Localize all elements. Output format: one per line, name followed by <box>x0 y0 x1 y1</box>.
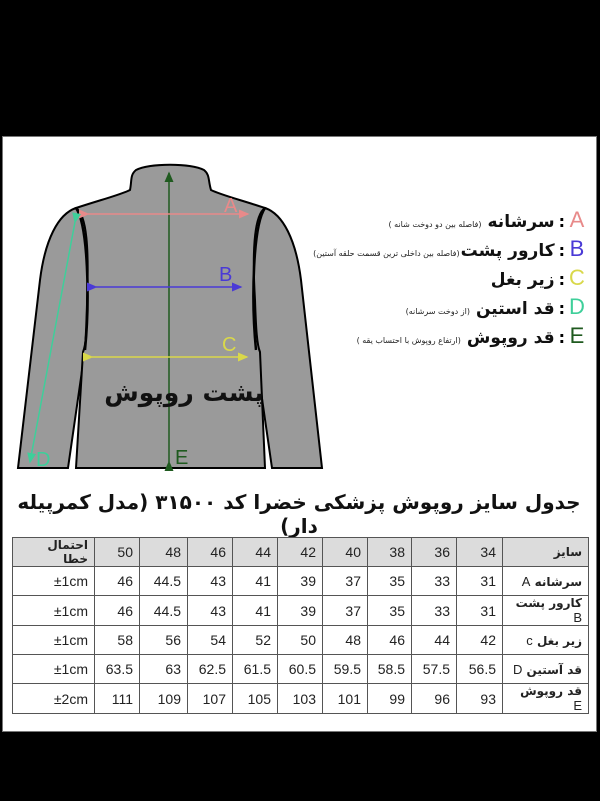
value-cell: 63.5 <box>95 655 140 684</box>
label-A: A <box>224 195 238 217</box>
row-label-code: B <box>573 610 582 625</box>
value-cell: 37 <box>323 596 368 626</box>
value-cell: 46 <box>368 626 412 655</box>
header-tolerance: احتمال خطا <box>13 538 95 567</box>
legend-colon: : <box>558 212 565 231</box>
value-cell: 105 <box>233 684 278 714</box>
legend-letter: E <box>569 323 585 348</box>
value-cell: 103 <box>278 684 323 714</box>
value-cell: 31 <box>457 567 503 596</box>
header-size: 36 <box>412 538 457 567</box>
row-label-name: قد آستین <box>526 662 582 677</box>
row-label <box>503 626 589 655</box>
legend-name: زیر بغل <box>490 270 555 290</box>
size-table <box>12 537 589 714</box>
header-size: 46 <box>188 538 233 567</box>
value-cell: 39 <box>278 596 323 626</box>
header-size: 38 <box>368 538 412 567</box>
row-label <box>503 655 589 684</box>
value-cell: 48 <box>323 626 368 655</box>
legend-note: (ارتفاع روپوش با احتساب یقه ) <box>356 336 461 345</box>
row-label <box>503 567 589 596</box>
legend-colon: : <box>558 328 565 347</box>
legend-name: کارور پشت <box>460 241 555 261</box>
value-cell: 37 <box>323 567 368 596</box>
row-label-code: E <box>573 698 582 713</box>
legend-note: (فاصله بین دو دوخت شانه ) <box>388 220 482 229</box>
legend-letter: C <box>569 265 585 290</box>
legend-name: قد روپوش <box>466 328 555 348</box>
value-cell: 33 <box>412 567 457 596</box>
legend-item-B <box>286 236 586 265</box>
value-cell: 58 <box>95 626 140 655</box>
value-cell: 50 <box>278 626 323 655</box>
value-cell: 58.5 <box>368 655 412 684</box>
value-cell: 54 <box>188 626 233 655</box>
measurement-legend <box>286 207 586 352</box>
value-cell: 109 <box>140 684 188 714</box>
value-cell: 35 <box>368 567 412 596</box>
legend-letter: A <box>569 207 585 232</box>
value-cell: 31 <box>457 596 503 626</box>
value-cell: 44.5 <box>140 567 188 596</box>
tolerance-cell: ±1cm <box>13 655 95 684</box>
garment-back-label: پشت روپوش <box>104 378 264 407</box>
row-label-name: زیر بغل <box>536 633 582 648</box>
value-cell: 107 <box>188 684 233 714</box>
value-cell: 46 <box>95 596 140 626</box>
label-B: B <box>219 264 233 286</box>
value-cell: 35 <box>368 596 412 626</box>
value-cell: 56 <box>140 626 188 655</box>
legend-note: (از دوخت سرشانه) <box>405 307 470 316</box>
row-label-code: A <box>521 573 531 589</box>
value-cell: 63 <box>140 655 188 684</box>
legend-letter: B <box>569 236 585 261</box>
tolerance-cell: ±1cm <box>13 567 95 596</box>
value-cell: 44 <box>412 626 457 655</box>
value-cell: 111 <box>95 684 140 714</box>
value-cell: 61.5 <box>233 655 278 684</box>
row-label-code: D <box>512 661 523 677</box>
value-cell: 101 <box>323 684 368 714</box>
value-cell: 56.5 <box>457 655 503 684</box>
value-cell: 57.5 <box>412 655 457 684</box>
table-row <box>13 655 589 684</box>
value-cell: 44.5 <box>140 596 188 626</box>
header-size: 50 <box>95 538 140 567</box>
value-cell: 39 <box>278 567 323 596</box>
value-cell: 42 <box>457 626 503 655</box>
header-size: 44 <box>233 538 278 567</box>
value-cell: 33 <box>412 596 457 626</box>
value-cell: 93 <box>457 684 503 714</box>
legend-name: سرشانه <box>487 212 555 232</box>
value-cell: 96 <box>412 684 457 714</box>
table-row <box>13 596 589 626</box>
tolerance-cell: ±2cm <box>13 684 95 714</box>
value-cell: 62.5 <box>188 655 233 684</box>
value-cell: 60.5 <box>278 655 323 684</box>
legend-item-A <box>286 207 586 236</box>
value-cell: 59.5 <box>323 655 368 684</box>
legend-colon: : <box>558 299 565 318</box>
label-C: C <box>222 334 237 356</box>
table-header-row <box>13 538 589 567</box>
row-label-name: قد روپوش <box>520 684 582 698</box>
size-table-title: جدول سایز روپوش پزشکی خضرا کد ۳۱۵۰۰ (مدل کمرپیله دار) <box>17 490 581 538</box>
row-label-name: سرشانه <box>534 574 582 589</box>
header-size: 42 <box>278 538 323 567</box>
value-cell: 43 <box>188 596 233 626</box>
legend-name: قد استین <box>476 299 555 319</box>
tolerance-cell: ±1cm <box>13 596 95 626</box>
table-row <box>13 626 589 655</box>
legend-item-D <box>286 294 586 323</box>
value-cell: 43 <box>188 567 233 596</box>
legend-item-E <box>286 323 586 352</box>
legend-note: (فاصله بین داخلی ترین قسمت حلقه آستین) <box>313 249 460 258</box>
label-E: E <box>175 447 189 469</box>
value-cell: 41 <box>233 596 278 626</box>
table-row <box>13 567 589 596</box>
value-cell: 99 <box>368 684 412 714</box>
legend-item-C <box>286 265 586 294</box>
legend-colon: : <box>558 270 565 289</box>
table-row <box>13 684 589 714</box>
tolerance-cell: ±1cm <box>13 626 95 655</box>
row-label <box>503 596 589 626</box>
header-size: 34 <box>457 538 503 567</box>
legend-colon: : <box>558 241 565 260</box>
header-size: 40 <box>323 538 368 567</box>
value-cell: 52 <box>233 626 278 655</box>
value-cell: 46 <box>95 567 140 596</box>
label-D: D <box>36 449 51 471</box>
value-cell: 41 <box>233 567 278 596</box>
row-label-code: c <box>526 632 533 648</box>
header-size-label: سایز <box>503 538 589 567</box>
legend-letter: D <box>569 294 585 319</box>
row-label <box>503 684 589 714</box>
row-label-name: کارور پشت <box>515 596 582 610</box>
header-size: 48 <box>140 538 188 567</box>
